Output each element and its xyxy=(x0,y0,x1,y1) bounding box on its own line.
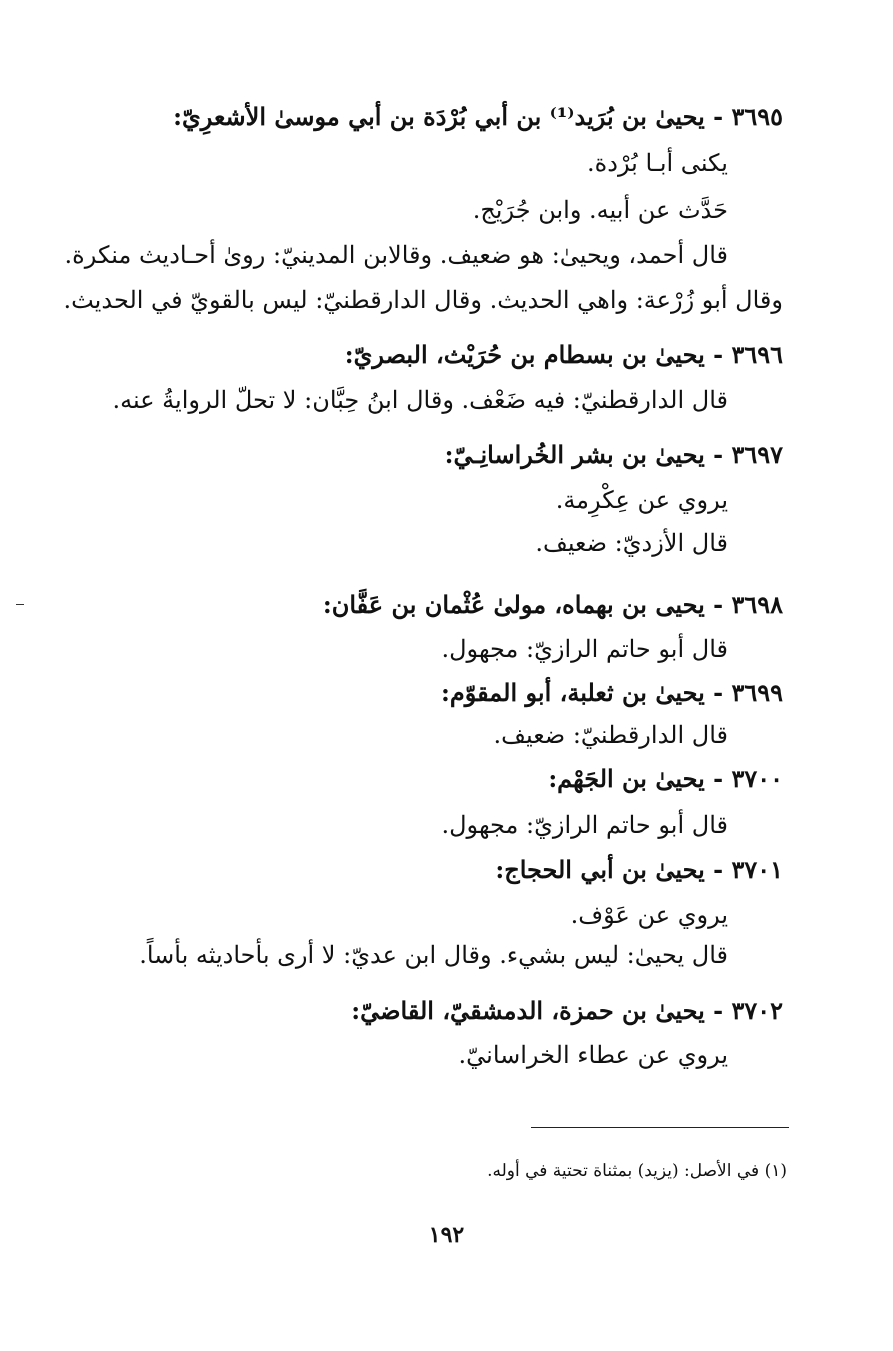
entry-3699-judgement: قال الدارقطنيّ: ضعيف. xyxy=(493,721,728,749)
entry-3700-heading: ٣٧٠٠ - يحيىٰ بن الجَهْم: xyxy=(548,764,783,793)
entry-3695-judgement-2: وقال أبو زُرْعة: واهي الحديث. وقال الدارقطنيّ: ليس بالقويّ في الحديث. xyxy=(63,286,783,314)
entry-3701-judgement: قال يحيىٰ: ليس بشيء. وقال ابن عديّ: لا أرى بأحاديثه بأساً. xyxy=(139,941,728,969)
footnote-separator xyxy=(531,1127,789,1128)
entry-3702-heading: ٣٧٠٢ - يحيىٰ بن حمزة، الدمشقيّ، القاضيّ: xyxy=(351,996,783,1025)
entry-3696-judgement: قال الدارقطنيّ: فيه ضَعْف. وقال ابنُ حِبَّان: لا تحلّ الروايةُ عنه. xyxy=(112,386,728,414)
entry-3697-judgement: قال الأزديّ: ضعيف. xyxy=(535,529,728,557)
entry-3695-heading: ٣٦٩٥ - يحيىٰ بن بُرَيد⁽¹⁾ بن أبي بُرْدَة بن أبي موسىٰ الأشعرِيّ: xyxy=(173,102,783,131)
entry-3696-heading: ٣٦٩٦ - يحيىٰ بن بسطام بن حُرَيْث، البصريّ: xyxy=(344,340,783,369)
entry-3697-heading: ٣٦٩٧ - يحيىٰ بن بشر الخُراسانِـيّ: xyxy=(444,440,783,469)
entry-3699-heading: ٣٦٩٩ - يحيىٰ بن ثعلبة، أبو المقوّم: xyxy=(441,678,783,707)
entry-3702-narration: يروي عن عطاء الخراسانيّ. xyxy=(458,1041,728,1069)
entry-3695-narration: حَدَّث عن أبيه. وابن جُرَيْج. xyxy=(472,196,728,224)
page-number: ١٩٢ xyxy=(428,1222,465,1248)
entry-3698-heading: ٣٦٩٨ - يحيى بن بهماه، مولىٰ عُثْمان بن عَفَّان: xyxy=(322,590,783,619)
entry-3700-judgement: قال أبو حاتم الرازيّ: مجهول. xyxy=(441,811,728,839)
footnote: (١) في الأصل: (يزيد) بمثناة تحتية في أوله. xyxy=(487,1161,787,1181)
entry-3698-judgement: قال أبو حاتم الرازيّ: مجهول. xyxy=(441,635,728,663)
entry-3697-narration: يروي عن عِكْرِمة. xyxy=(555,486,728,514)
entry-3701-heading: ٣٧٠١ - يحيىٰ بن أبي الحجاج: xyxy=(495,855,783,884)
entry-3695-kunya: يكنى أبـا بُرْدة. xyxy=(587,149,728,177)
margin-mark xyxy=(16,604,24,605)
entry-3695-judgement-1: قال أحمد، ويحيىٰ: هو ضعيف. وقالابن المدينيّ: روىٰ أحـاديث منكرة. xyxy=(64,241,728,269)
entry-3701-narration: يروي عن عَوْف. xyxy=(570,901,728,929)
